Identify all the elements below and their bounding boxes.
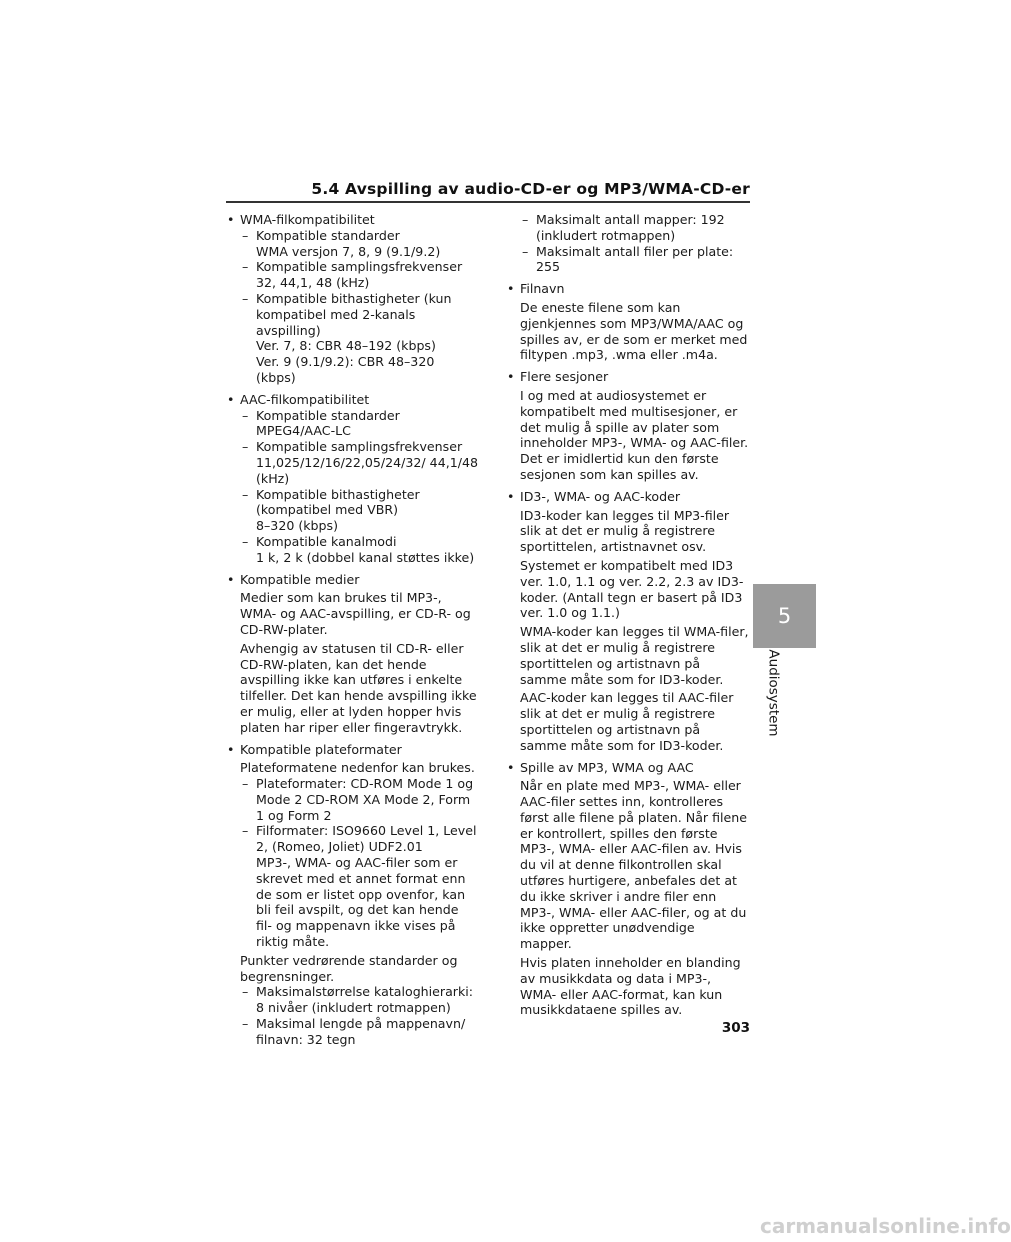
chapter-label-container <box>763 648 785 738</box>
dash-item-text: Kompatible bithastigheter (kun kompatibel med 2-kanals avspilling) <box>256 290 452 338</box>
page-number: 303 <box>721 1020 750 1036</box>
bullet-item: • WMA-filkompatibilitet <box>226 212 478 228</box>
right-column <box>506 212 750 1018</box>
dash-marker: – <box>242 984 249 1000</box>
dash-marker: – <box>242 227 249 243</box>
paragraph: Punkter vedrørende standarder og begrensninger. <box>240 952 458 984</box>
dash-item <box>226 291 478 338</box>
dash-item-text: Filformater: ISO9660 Level 1, Level 2, (Romeo, Joliet) UDF2.01 <box>256 823 477 855</box>
dash-item <box>226 823 478 855</box>
dash-marker: – <box>242 290 249 306</box>
dash-marker: – <box>242 486 249 502</box>
dash-continuation: 8–320 (kbps) <box>256 518 339 534</box>
dash-marker: – <box>242 1016 249 1032</box>
dash-item <box>226 776 478 823</box>
dash-item-text: Kompatible samplingsfrekvenser <box>256 259 463 275</box>
watermark: carmanualsonline.info <box>760 1214 1011 1238</box>
header-rule <box>226 201 750 203</box>
dash-item <box>506 244 750 276</box>
chapter-tab[interactable] <box>753 584 816 648</box>
paragraph: Hvis platen inneholder en blanding av musikkdata og data i MP3-, WMA- eller AAC-format, kan kun musikkdataene spilles av. <box>520 955 741 1018</box>
dash-continuation: 11,025/12/16/22,05/24/32/ 44,1/48 (kHz) <box>256 454 478 486</box>
paragraph: De eneste filene som kan gjenkjennes som MP3/WMA/AAC og spilles av, er de som er merket med filtypen .mp3, .wma eller .m4a. <box>520 299 748 363</box>
dash-marker: – <box>242 439 249 455</box>
dash-item-text: Maksimalt antall filer per plate: 255 <box>536 243 734 275</box>
dash-continuation: MPEG4/AAC-LC <box>256 423 351 439</box>
paragraph: AAC-koder kan legges til AAC-filer slik at det er mulig å registrere sportittelen og artistnavn på samme måte som for ID3-koder. <box>520 690 734 753</box>
dash-item-text: Maksimalt antall mapper: 192 (inkludert rotmappen) <box>536 212 725 243</box>
paragraph: Systemet er kompatibelt med ID3 ver. 1.0, 1.1 og ver. 2.2, 2.3 av ID3-koder. (Antall tegn er basert på ID3 ver. 1.0 og 1.1.) <box>520 557 744 621</box>
dash-continuation: Ver. 7, 8: CBR 48–192 (kbps) <box>256 338 436 354</box>
paragraph: I og med at audiosystemet er kompatibelt med multisesjoner, er det mulig å spille av plater som inneholder MP3-, WMA- og AAC-filer. Det er imidlertid kun den første sesjonen som kan spilles av. <box>520 387 749 482</box>
dash-marker: – <box>242 407 249 423</box>
dash-marker: – <box>242 776 249 792</box>
dash-item-text: Kompatible standarder <box>256 407 400 423</box>
dash-item <box>506 212 750 244</box>
dash-marker: – <box>242 823 249 839</box>
paragraph: ID3-koder kan legges til MP3-filer slik at det er mulig å registrere sportittelen, artistnavnet osv. <box>520 507 730 555</box>
dash-continuation: 1 k, 2 k (dobbel kanal støttes ikke) <box>256 549 475 565</box>
paragraph: Plateformatene nedenfor kan brukes. <box>240 760 475 776</box>
paragraph: WMA-koder kan legges til WMA-filer, slik at det er mulig å registrere sportittelen og artistnavn på samme måte som for ID3-koder. <box>520 624 749 687</box>
bullet-item: • Kompatible plateformater <box>226 742 478 758</box>
chapter-label: Audiosystem <box>766 649 782 737</box>
dash-marker: – <box>522 243 529 259</box>
dash-item <box>226 439 478 455</box>
dash-item <box>226 984 478 1016</box>
chapter-number: 5 <box>777 604 792 628</box>
paragraph: Avhengig av statusen til CD-R- eller CD-RW-platen, kan det hende avspilling ikke kan utføres i enkelte tilfeller. Det kan hende avspilling ikke er mulig, eller at lyden hopper hvis platen har riper eller fingeravtrykk. <box>240 640 477 735</box>
dash-continuation: MP3-, WMA- og AAC-filer som er skrevet med et annet format enn de som er listet opp ovenfor, kan bli feil avspilt, og det kan hende fil- og mappenavn ikke vises på riktig måte. <box>256 855 466 950</box>
bullet-item: • Filnavn <box>506 281 750 297</box>
dash-continuation: Ver. 9 (9.1/9.2): CBR 48–320 (kbps) <box>256 354 435 385</box>
dash-item-text: Maksimalstørrelse kataloghierarki: 8 nivåer (inkludert rotmappen) <box>256 984 474 1016</box>
left-column <box>226 212 478 1048</box>
dash-item-text: Kompatible standarder <box>256 227 400 243</box>
dash-item <box>226 228 478 244</box>
dash-item-text: Plateformater: CD-ROM Mode 1 og Mode 2 CD-ROM XA Mode 2, Form 1 og Form 2 <box>256 776 474 823</box>
bullet-item: • AAC-filkompatibilitet <box>226 392 478 408</box>
bullet-item: • Spille av MP3, WMA og AAC <box>506 760 750 776</box>
dash-item <box>226 259 478 275</box>
bullet-item: • Flere sesjoner <box>506 369 750 385</box>
dash-marker: – <box>242 533 249 549</box>
dash-item-text: Maksimal lengde på mappenavn/ filnavn: 32 tegn <box>256 1016 466 1047</box>
dash-item-text: Kompatible samplingsfrekvenser <box>256 439 463 455</box>
dash-continuation: 32, 44,1, 48 (kHz) <box>256 275 370 291</box>
dash-continuation: WMA versjon 7, 8, 9 (9.1/9.2) <box>256 243 441 259</box>
dash-marker: – <box>522 212 529 227</box>
dash-item <box>226 487 478 519</box>
dash-item-text: Kompatible bithastigheter (kompatibel med VBR) <box>256 486 420 518</box>
section-header: 5.4 Avspilling av audio-CD-er og MP3/WMA-CD-er <box>311 180 750 198</box>
dash-item <box>226 408 478 424</box>
bullet-item: • Kompatible medier <box>226 572 478 588</box>
paragraph: Medier som kan brukes til MP3-, WMA- og AAC-avspilling, er CD-R- og CD-RW-plater. <box>240 590 471 637</box>
dash-item <box>226 534 478 550</box>
dash-item-text: Kompatible kanalmodi <box>256 533 397 549</box>
paragraph: Når en plate med MP3-, WMA- eller AAC-filer settes inn, kontrolleres først alle filene på platen. Når filene er kontrollert, spilles den første MP3-, WMA- eller AAC-filen av. Hvis du vil at denne filkontrollen skal utføres hurtigere, anbefales det at du ikke skriver i andre filer enn MP3-, WMA- eller AAC-filer, og at du ikke oppretter unødvendige mapper. <box>520 778 748 952</box>
dash-item <box>226 1016 478 1048</box>
dash-marker: – <box>242 259 249 275</box>
bullet-item: • ID3-, WMA- og AAC-koder <box>506 489 750 505</box>
